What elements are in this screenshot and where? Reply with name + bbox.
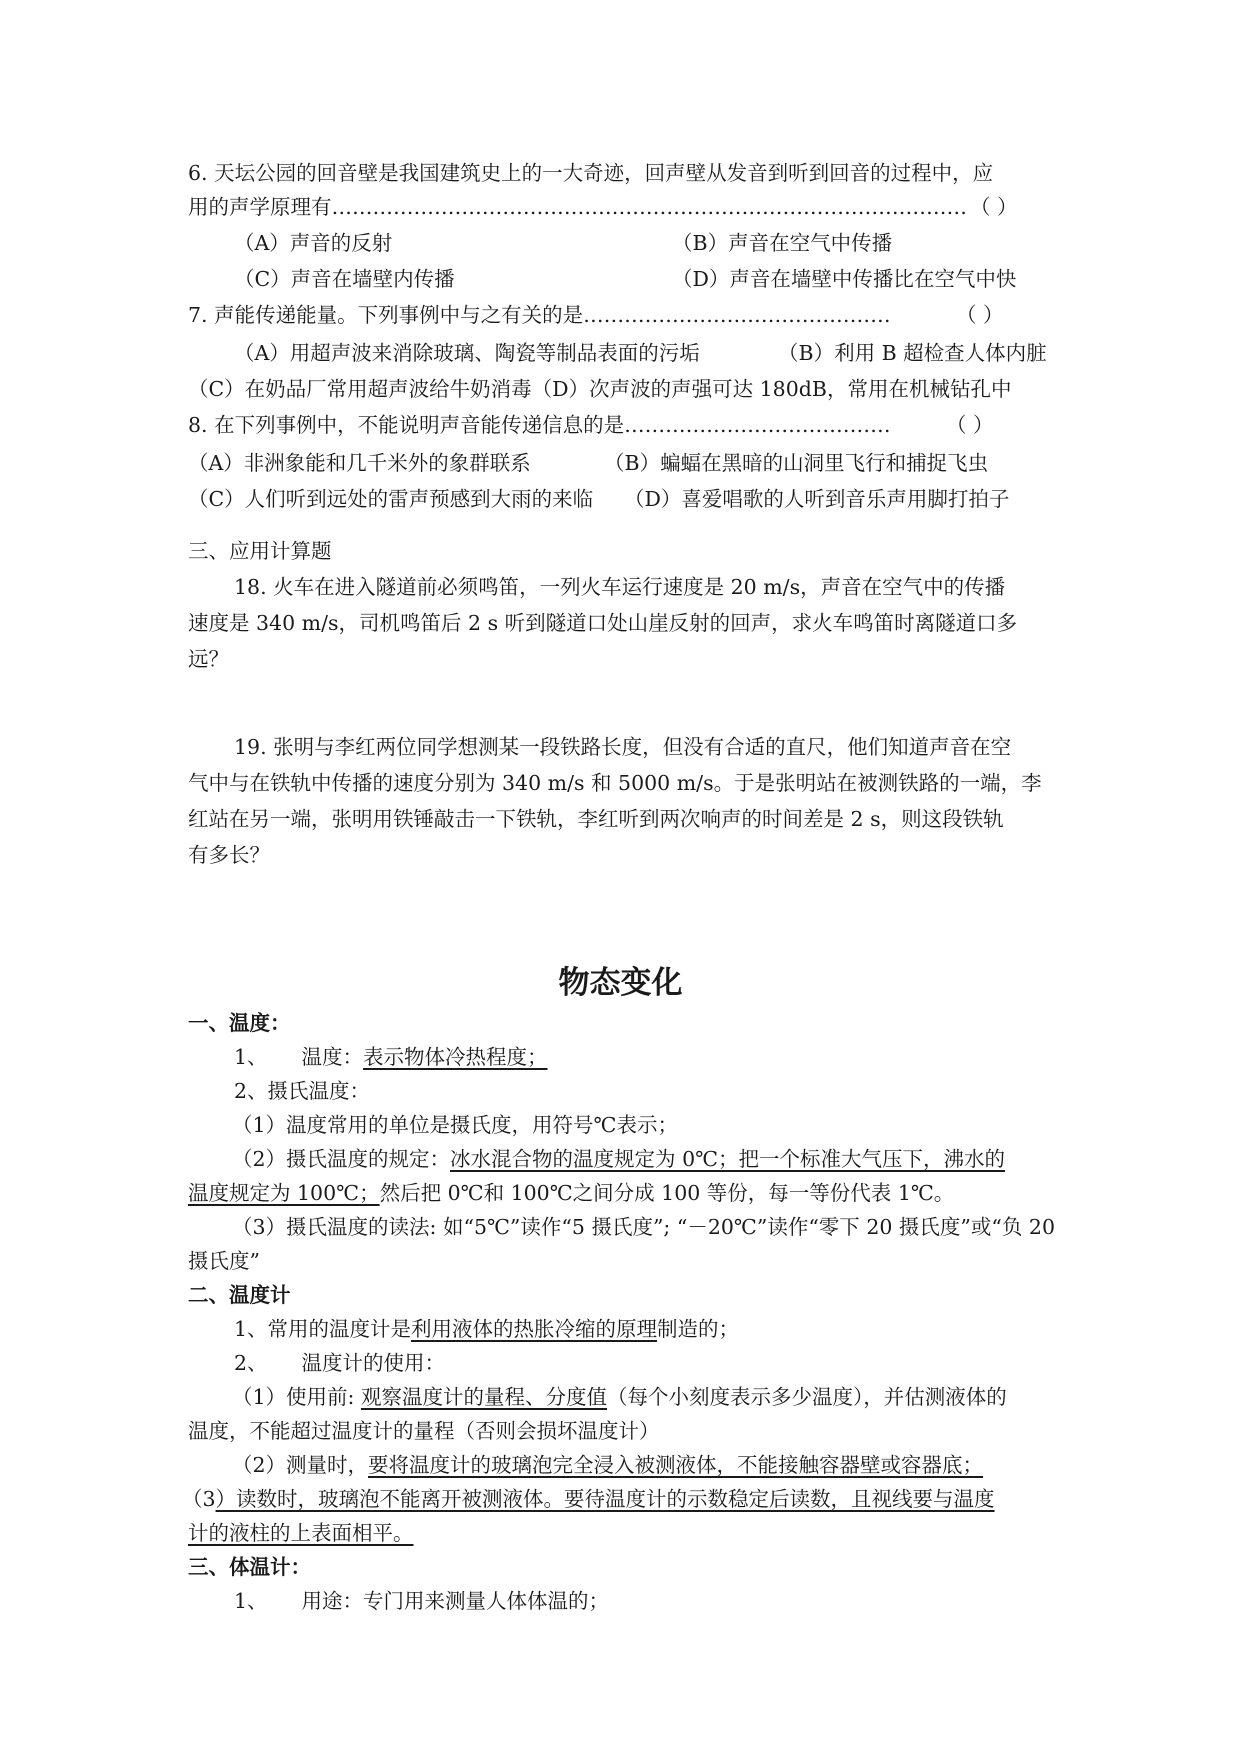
thermo-use-point1-key: 观察温度计的量程、分度值	[360, 1385, 607, 1409]
q7-option-cd: （C）在奶品厂常用超声波给牛奶消毒（D）次声波的声强可达 180dB，常用在机械钻孔中	[188, 377, 1012, 401]
q7-answer-paren: （ ）	[956, 303, 1004, 327]
celsius-point2-line1	[232, 1144, 1062, 1174]
thermo-item1-pre: 1、常用的温度计是	[234, 1317, 412, 1341]
thermo-use-point1-line2: 温度，不能超过温度计的量程（否则会损坏温度计）	[188, 1419, 660, 1443]
temp-item1-num: 1、	[234, 1045, 268, 1069]
q8-answer-paren: （ ）	[946, 413, 994, 437]
celsius-point2-definition: 冰水混合物的温度规定为 0℃；把一个标准大气压下，沸水的	[450, 1147, 1006, 1171]
section-heading-calc: 三、应用计算题	[188, 539, 332, 563]
celsius-point3-line2: 摄氏度”	[188, 1249, 260, 1273]
thermo-use-point1-pre: （1）使用前:	[232, 1385, 361, 1409]
q19-line3: 红站在另一端，张明用铁锤敲击一下铁轨，李红听到两次响声的时间差是 2 s，则这段铁轨	[188, 807, 1004, 831]
clinical-item1-text: 用途：专门用来测量人体体温的；	[301, 1589, 610, 1613]
q6-option-b: （B）声音在空气中传播	[672, 231, 893, 255]
q6-line1: 6. 天坛公园的回音壁是我国建筑史上的一大奇迹，回声壁从发音到听到回音的过程中，应	[188, 161, 994, 185]
celsius-point2-line2	[188, 1178, 1058, 1208]
q18-line1: 18. 火车在进入隧道前必须鸣笛，一列火车运行速度是 20 m/s，声音在空气中的传播	[234, 575, 1006, 599]
thermo-use-point3-key: ）读数时，玻璃泡不能离开被测液体。要待温度计的示数稳定后读数，且视线要与温度	[215, 1487, 995, 1511]
section-heading-temperature: 一、温度：	[188, 1011, 291, 1035]
thermo-use-point1-line1	[232, 1382, 1062, 1412]
thermo-use-point3-pre: （3	[182, 1487, 216, 1511]
q7-line1: 7. 声能传递能量。下列事例中与之有关的是………………………………………	[188, 303, 891, 327]
celsius-point2-label: （2）摄氏温度的规定：	[232, 1147, 451, 1171]
q8-option-a: （A）非洲象能和几千米外的象群联系	[188, 451, 531, 475]
q8-option-b: （B）蝙蝠在黑暗的山洞里飞行和捕捉飞虫	[604, 451, 989, 475]
q19-line2: 气中与在铁轨中传播的速度分别为 340 m/s 和 5000 m/s。于是张明站在被测铁路的一端，李	[188, 771, 1042, 795]
thermo-use-point3-line2	[188, 1518, 1058, 1548]
section-heading-thermometer: 二、温度计	[188, 1283, 291, 1307]
q8-option-c: （C）人们听到远处的雷声预感到大雨的来临	[188, 487, 594, 511]
q6-answer-paren: （ ）	[970, 195, 1018, 219]
temp-item2: 2、摄氏温度：	[234, 1079, 371, 1103]
celsius-point2-rest: 然后把 0℃和 100℃之间分成 100 等份，每一等份代表 1℃。	[379, 1181, 955, 1205]
q7-option-b: （B）利用 B 超检查人体内脏	[778, 341, 1047, 365]
q8-line1: 8. 在下列事例中，不能说明声音能传递信息的是…………………………………	[188, 413, 891, 437]
temp-item1-definition: 表示物体冷热程度；	[363, 1045, 548, 1069]
celsius-point2-definition-cont: 温度规定为 100℃；	[188, 1181, 380, 1205]
thermo-item2	[234, 1348, 1104, 1378]
q6-option-c: （C）声音在墙壁内传播	[234, 267, 455, 291]
celsius-point3-line1: （3）摄氏温度的读法: 如“5℃”读作“5 摄氏度”; “－20℃”读作“零下 20 摄氏度”或“负 20	[232, 1215, 1055, 1239]
clinical-item1	[234, 1586, 1104, 1616]
q18-line2: 速度是 340 m/s，司机鸣笛后 2 s 听到隧道口处山崖反射的回声，求火车鸣笛时离隧道口多	[188, 611, 1018, 635]
q6-option-d: （D）声音在墙壁中传播比在空气中快	[672, 267, 1017, 291]
clinical-item1-num: 1、	[234, 1589, 268, 1613]
q8-option-d: （D）喜爱唱歌的人听到音乐声用脚打拍子	[624, 487, 1010, 511]
thermo-use-point3-line1	[182, 1484, 1062, 1514]
section-heading-clinical-thermometer: 三、体温计：	[188, 1555, 311, 1579]
thermo-use-point2-pre: （2）测量时，	[232, 1453, 369, 1477]
q19-line4: 有多长？	[188, 843, 270, 867]
thermo-use-point1-post: （每个小刻度表示多少温度），并估测液体的	[606, 1385, 1007, 1409]
thermo-item1-post: 制造的；	[657, 1317, 740, 1341]
thermo-principle: 利用液体的热胀冷缩的原理	[411, 1317, 658, 1341]
q18-line3: 远？	[188, 647, 229, 671]
thermo-item2-num: 2、	[234, 1351, 268, 1375]
thermo-use-point3-key-cont: 计的液柱的上表面相平。	[188, 1521, 414, 1545]
thermo-item2-label: 温度计的使用：	[301, 1351, 446, 1375]
q6-line2: 用的声学原理有…………………………………………………………………………………	[188, 195, 967, 219]
thermo-item1	[234, 1314, 1104, 1344]
thermo-use-point2-key: 要将温度计的玻璃泡完全浸入被测液体，不能接触容器壁或容器底；	[368, 1453, 984, 1477]
thermo-use-point2	[232, 1450, 1062, 1480]
q6-option-a: （A）声音的反射	[234, 231, 393, 255]
page-title: 物态变化	[558, 965, 683, 1001]
q19-line1: 19. 张明与李红两位同学想测某一段铁路长度，但没有合适的直尺，他们知道声音在空	[234, 735, 1012, 759]
celsius-point1: （1）温度常用的单位是摄氏度，用符号℃表示；	[232, 1113, 678, 1137]
temp-item1-label: 温度：	[301, 1045, 364, 1069]
q7-option-a: （A）用超声波来消除玻璃、陶瓷等制品表面的污垢	[234, 341, 700, 365]
temp-item1	[234, 1042, 1104, 1072]
